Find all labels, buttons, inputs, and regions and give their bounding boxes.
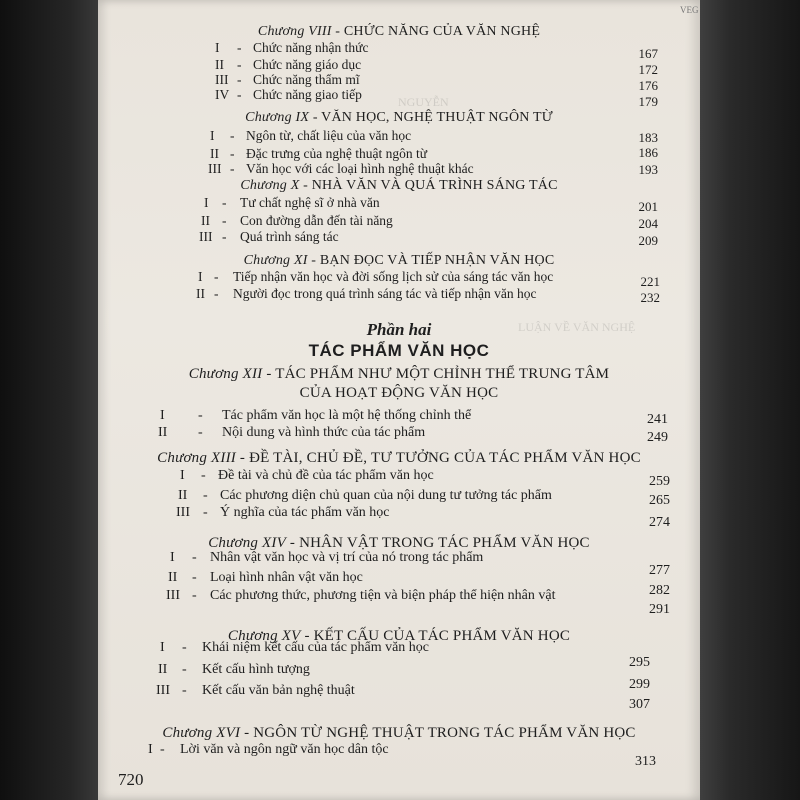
page-ref: 307 <box>629 697 650 712</box>
page-ref: 249 <box>647 430 668 445</box>
part-title: TÁC PHẨM VĂN HỌC <box>308 341 490 360</box>
toc-entry: Đặc trưng của nghệ thuật ngôn từ <box>246 146 428 161</box>
dash: - <box>237 40 242 55</box>
roman-numeral: III <box>215 72 229 87</box>
page-ref: 265 <box>649 493 670 508</box>
page-number: 720 <box>118 770 144 789</box>
roman-numeral: II <box>178 488 188 503</box>
part-label: Phần hai <box>366 320 432 339</box>
toc-entry: Các phương diện chủ quan của nội dung tư tưởng tác phẩm <box>220 488 552 503</box>
chapter-heading: Chương XI - BẠN ĐỌC VÀ TIẾP NHẬN VĂN HỌC <box>243 253 555 268</box>
toc-entry: Lời văn và ngôn ngữ văn học dân tộc <box>180 742 389 757</box>
chapter-heading: Chương X - NHÀ VĂN VÀ QUÁ TRÌNH SÁNG TÁC <box>240 178 558 193</box>
dash: - <box>198 425 203 440</box>
page-ref: 179 <box>638 94 658 109</box>
chapter-heading: Chương XIII - ĐỀ TÀI, CHỦ ĐỀ, TƯ TƯỞNG CỦA TÁC PHẨM VĂN HỌC <box>157 450 641 466</box>
dash: - <box>203 505 208 520</box>
dash: - <box>237 72 242 87</box>
toc-entry: Chức năng nhận thức <box>253 40 369 55</box>
chapter-heading: Chương XII - TÁC PHẨM NHƯ MỘT CHỈNH THỂ TRUNG TÂM <box>188 366 610 382</box>
roman-numeral: I <box>210 128 215 143</box>
bleed-through: LUẬN VỀ VĂN NGHỆ <box>518 320 636 334</box>
dash: - <box>198 408 203 423</box>
roman-numeral: IV <box>215 87 230 102</box>
roman-numeral: II <box>196 286 205 301</box>
chapter-heading: Chương IX - VĂN HỌC, NGHỆ THUẬT NGÔN TỪ <box>245 110 553 125</box>
dash: - <box>230 161 235 176</box>
toc-entry: Quá trình sáng tác <box>240 229 339 244</box>
page-ref: 232 <box>640 290 660 305</box>
corner-fragment: VEG <box>680 5 699 15</box>
page-ref: 274 <box>649 515 670 530</box>
page-ref: 186 <box>638 145 658 160</box>
roman-numeral: I <box>160 408 165 423</box>
page-ref: 221 <box>640 274 660 289</box>
page-ref: 183 <box>638 130 658 145</box>
toc-entry: Nhân vật văn học và vị trí của nó trong tác phẩm <box>210 550 484 565</box>
dash: - <box>160 742 165 757</box>
page-ref: 295 <box>629 655 650 670</box>
page-ref: 167 <box>638 46 658 61</box>
toc-entry: Khái niệm kết cấu của tác phẩm văn học <box>202 640 430 655</box>
toc-entry: Nội dung và hình thức của tác phẩm <box>222 425 426 440</box>
toc-entry: Chức năng thẩm mĩ <box>253 72 360 87</box>
dash: - <box>201 468 206 483</box>
background-left <box>0 0 100 800</box>
page-ref: 313 <box>635 754 656 769</box>
roman-numeral: III <box>166 588 180 603</box>
page-ref: 172 <box>638 62 658 77</box>
toc-entry: Tiếp nhận văn học và đời sống lịch sử của sáng tác văn học <box>233 269 554 284</box>
page-ref: 282 <box>649 583 670 598</box>
dash: - <box>182 683 187 698</box>
page-ref: 204 <box>638 216 658 231</box>
toc-entry: Các phương thức, phương tiện và biện pháp thể hiện nhân vật <box>210 588 556 603</box>
roman-numeral: II <box>215 57 224 72</box>
toc-entry: Chức năng giáo dục <box>253 57 362 72</box>
roman-numeral: III <box>199 229 213 244</box>
roman-numeral: I <box>170 550 175 565</box>
roman-numeral: II <box>210 146 219 161</box>
dash: - <box>214 286 219 301</box>
toc-entry: Văn học với các loại hình nghệ thuật khác <box>246 161 474 176</box>
chapter-heading: Chương XIV - NHÂN VẬT TRONG TÁC PHẨM VĂN HỌC <box>208 535 590 551</box>
dash: - <box>192 570 197 585</box>
roman-numeral: I <box>160 640 165 655</box>
toc-entry: Loại hình nhân vật văn học <box>210 570 363 585</box>
toc-entry: Tư chất nghệ sĩ ở nhà văn <box>240 195 380 210</box>
page-ref: 299 <box>629 677 650 692</box>
roman-numeral: II <box>168 570 178 585</box>
dash: - <box>214 269 219 284</box>
toc-entry: Chức năng giao tiếp <box>253 87 362 102</box>
toc-entry: Kết cấu văn bản nghệ thuật <box>202 683 355 698</box>
page-ref: 241 <box>647 412 668 427</box>
roman-numeral: II <box>201 213 210 228</box>
chapter-heading-continued: CỦA HOẠT ĐỘNG VĂN HỌC <box>299 385 499 401</box>
bleed-through: NGUYỄN <box>398 95 449 109</box>
dash: - <box>182 662 187 677</box>
toc-entry: Tác phẩm văn học là một hệ thống chỉnh thể <box>222 408 472 423</box>
toc-entry: Đề tài và chủ đề của tác phẩm văn học <box>218 468 434 483</box>
page-ref: 291 <box>649 602 670 617</box>
dash: - <box>192 588 197 603</box>
dash: - <box>230 146 235 161</box>
page-ref: 193 <box>638 162 658 177</box>
roman-numeral: II <box>158 425 168 440</box>
page-ref: 176 <box>638 78 658 93</box>
roman-numeral: I <box>215 40 220 55</box>
page-ref: 277 <box>649 563 670 578</box>
toc-entry: Kết cấu hình tượng <box>202 662 310 677</box>
dash: - <box>222 195 227 210</box>
toc-entry: Ngôn từ, chất liệu của văn học <box>246 128 412 143</box>
dash: - <box>230 128 235 143</box>
roman-numeral: I <box>180 468 185 483</box>
dash: - <box>222 229 227 244</box>
dash: - <box>203 488 208 503</box>
chapter-heading: Chương XV - KẾT CẤU CỦA TÁC PHẨM VĂN HỌC <box>227 628 571 644</box>
page-ref: 209 <box>638 233 658 248</box>
chapter-heading: Chương VIII - CHỨC NĂNG CỦA VĂN NGHỆ <box>257 24 541 39</box>
page-ref: 259 <box>649 474 670 489</box>
page-ref: 201 <box>638 199 658 214</box>
roman-numeral: II <box>158 662 168 677</box>
roman-numeral: I <box>198 269 203 284</box>
toc-entry: Ý nghĩa của tác phẩm văn học <box>220 505 390 520</box>
roman-numeral: III <box>208 161 222 176</box>
dash: - <box>237 87 242 102</box>
roman-numeral: III <box>156 683 170 698</box>
background-right <box>700 0 800 800</box>
dash: - <box>222 213 227 228</box>
dash: - <box>192 550 197 565</box>
toc-entry: Con đường dẫn đến tài năng <box>240 213 393 228</box>
toc-entry: Người đọc trong quá trình sáng tác và tiếp nhận văn học <box>233 286 537 301</box>
chapter-heading: Chương XVI - NGÔN TỪ NGHỆ THUẬT TRONG TÁC PHẨM VĂN HỌC <box>162 725 636 741</box>
roman-numeral: I <box>148 742 153 757</box>
dash: - <box>182 640 187 655</box>
roman-numeral: I <box>204 195 209 210</box>
dash: - <box>237 57 242 72</box>
roman-numeral: III <box>176 505 190 520</box>
book-page <box>98 0 700 800</box>
